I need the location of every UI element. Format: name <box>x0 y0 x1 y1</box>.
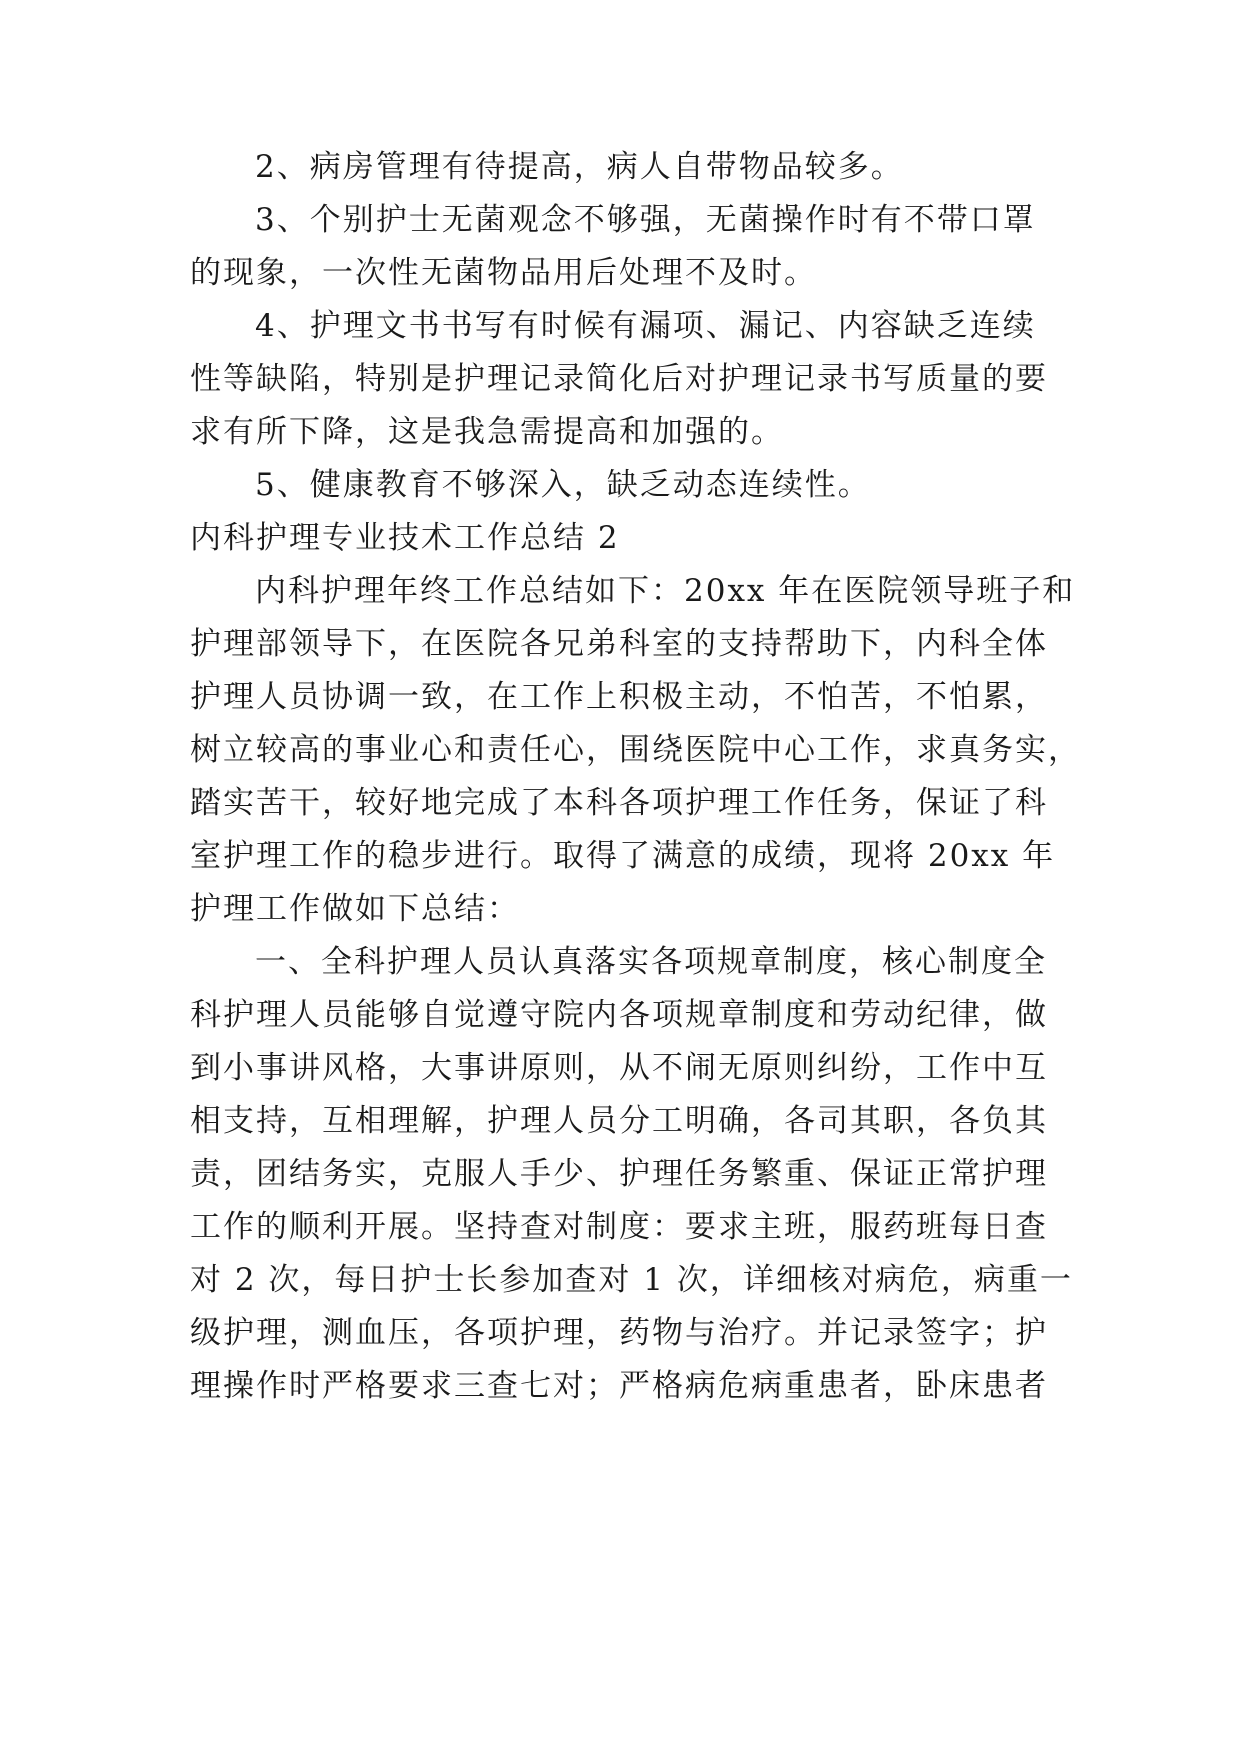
paragraph-item-4-line-1: 4、护理文书书写有时候有漏项、漏记、内容缺乏连续 <box>255 308 1036 344</box>
paragraph-item-3-line-2: 的现象，一次性无菌物品用后处理不及时。 <box>190 255 817 291</box>
section-heading: 内科护理专业技术工作总结 2 <box>190 520 620 556</box>
paragraph-item-3-line-1: 3、个别护士无菌观念不够强，无菌操作时有不带口罩 <box>255 202 1036 238</box>
paragraph-item-4-line-3: 求有所下降，这是我急需提高和加强的。 <box>190 414 784 450</box>
section-one-line-3: 到小事讲风格，大事讲原则，从不闹无原则纠纷，工作中互 <box>190 1050 1048 1086</box>
section-one-line-7: 对 2 次，每日护士长参加查对 1 次，详细核对病危，病重一 <box>190 1262 1073 1298</box>
intro-paragraph-line-3: 护理人员协调一致，在工作上积极主动，不怕苦，不怕累， <box>190 679 1048 715</box>
section-one-line-9: 理操作时严格要求三查七对；严格病危病重患者，卧床患者 <box>190 1368 1048 1404</box>
section-one-line-2: 科护理人员能够自觉遵守院内各项规章制度和劳动纪律，做 <box>190 997 1048 1033</box>
intro-paragraph-line-7: 护理工作做如下总结： <box>190 891 520 927</box>
paragraph-item-4-line-2: 性等缺陷，特别是护理记录简化后对护理记录书写质量的要 <box>190 361 1048 397</box>
section-one-line-6: 工作的顺利开展。坚持查对制度：要求主班，服药班每日查 <box>190 1209 1048 1245</box>
section-one-line-8: 级护理，测血压，各项护理，药物与治疗。并记录签字；护 <box>190 1315 1048 1351</box>
paragraph-item-5-line: 5、健康教育不够深入，缺乏动态连续性。 <box>255 467 871 503</box>
intro-paragraph-line-1: 内科护理年终工作总结如下：20xx 年在医院领导班子和 <box>255 573 1076 609</box>
section-one-line-1: 一、全科护理人员认真落实各项规章制度，核心制度全 <box>255 944 1047 980</box>
section-one-line-4: 相支持，互相理解，护理人员分工明确，各司其职，各负其 <box>190 1103 1048 1139</box>
section-one-line-5: 责，团结务实，克服人手少、护理任务繁重、保证正常护理 <box>190 1156 1048 1192</box>
intro-paragraph-line-6: 室护理工作的稳步进行。取得了满意的成绩，现将 20xx 年 <box>190 838 1056 874</box>
intro-paragraph-line-4: 树立较高的事业心和责任心，围绕医院中心工作，求真务实， <box>190 732 1081 768</box>
intro-paragraph-line-5: 踏实苦干，较好地完成了本科各项护理工作任务，保证了科 <box>190 785 1048 821</box>
intro-paragraph-line-2: 护理部领导下，在医院各兄弟科室的支持帮助下，内科全体 <box>190 626 1048 662</box>
paragraph-item-2-line: 2、病房管理有待提高，病人自带物品较多。 <box>255 149 904 185</box>
